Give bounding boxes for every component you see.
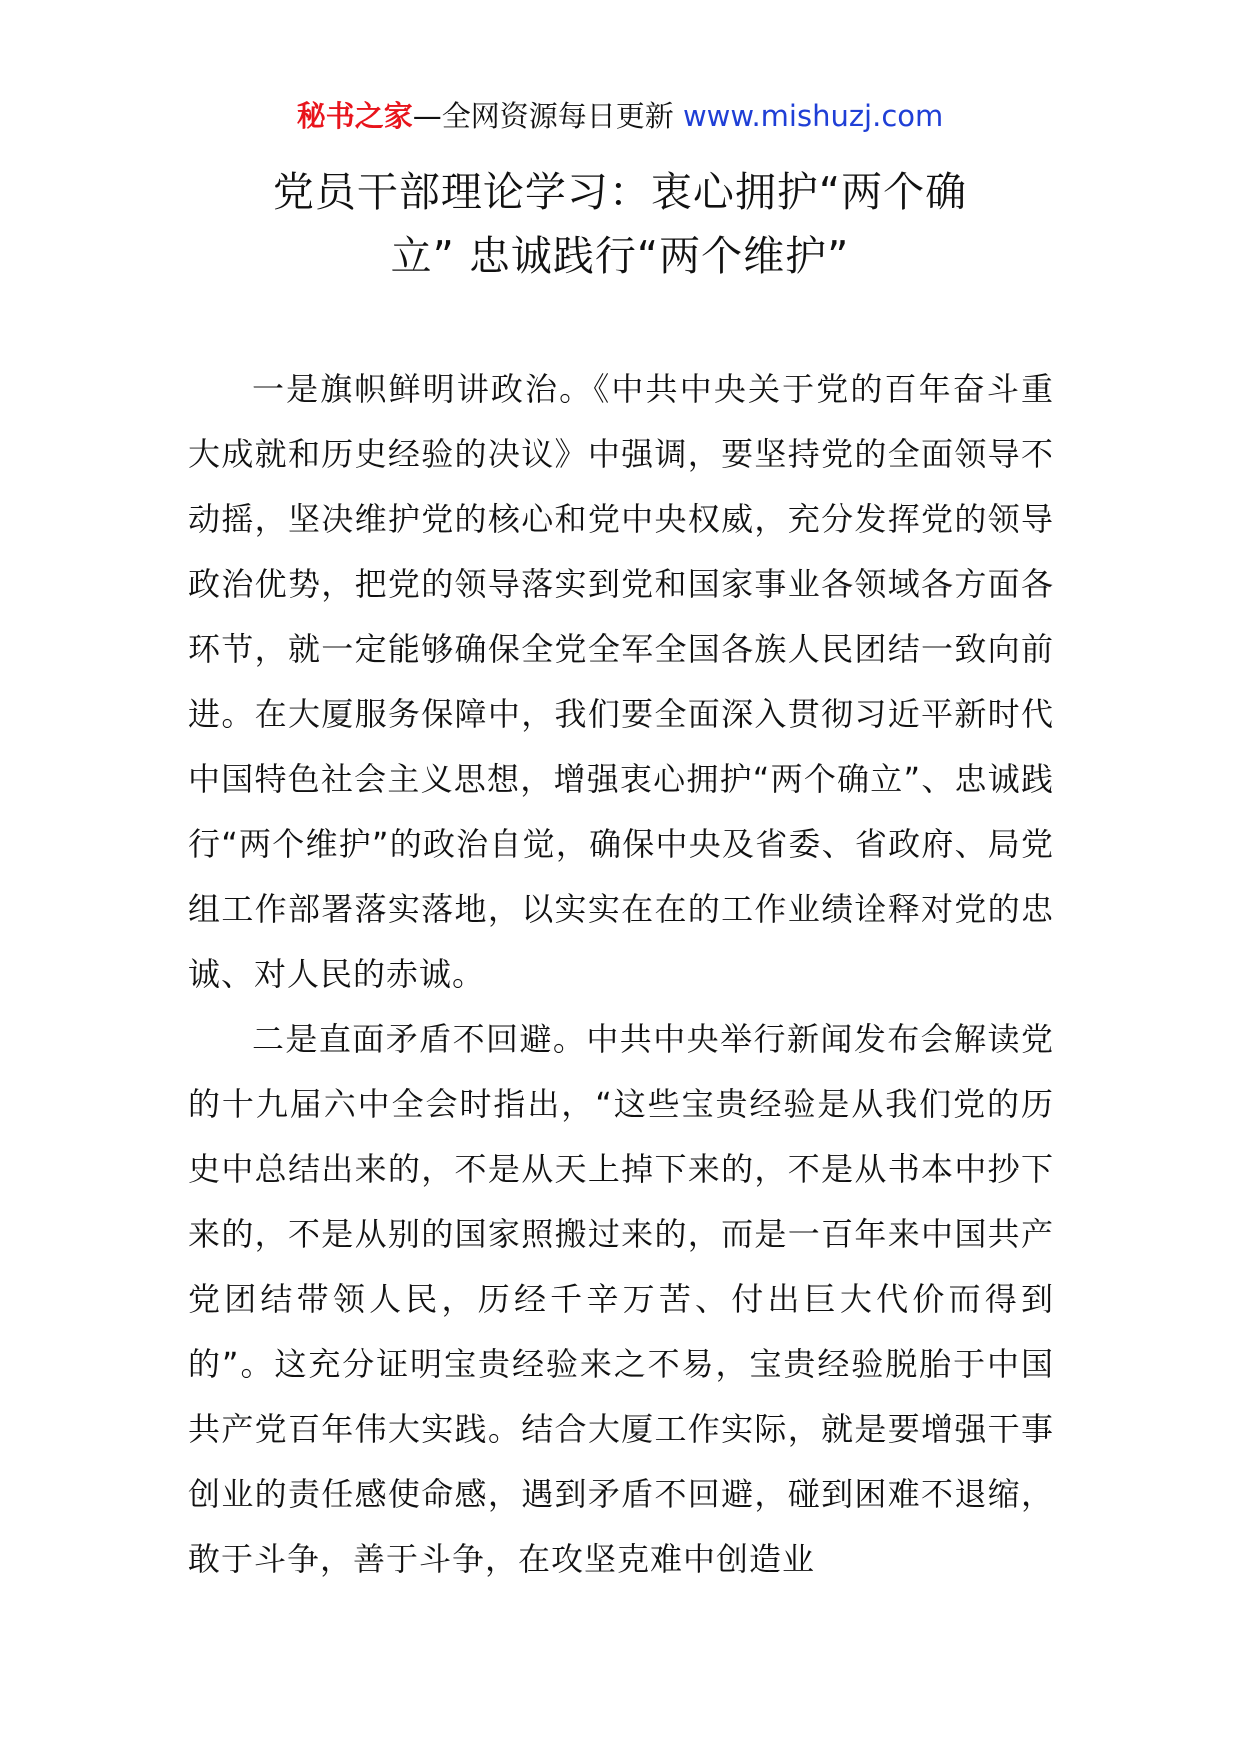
- document-title: [150, 160, 1090, 288]
- site-name: 秘书之家: [296, 99, 413, 133]
- site-slogan: —全网资源每日更新: [412, 99, 674, 133]
- document-body: [188, 357, 1054, 1592]
- title-line-2: 立” 忠诚践行“两个维护”: [390, 232, 850, 280]
- site-header: [0, 96, 1240, 136]
- title-line-1: 党员干部理论学习：衷心拥护“两个确: [272, 168, 968, 216]
- paragraph-1: 一是旗帜鲜明讲政治。《中共中央关于党的百年奋斗重大成就和历史经验的决议》中强调，要坚持党的全面领导不动摇，坚决维护党的核心和党中央权威，充分发挥党的领导政治优势，把党的领导落实到党和国家事业各领域各方面各环节，就一定能够确保全党全军全国各族人民团结一致向前进。在大厦服务保障中，我们要全面深入贯彻习近平新时代中国特色社会主义思想，增强衷心拥护“两个确立”、忠诚践行“两个维护”的政治自觉，确保中央及省委、省政府、局党组工作部署落实落地，以实实在在的工作业绩诠释对党的忠诚、对人民的赤诚。: [188, 370, 1054, 993]
- site-url-link[interactable]: www.mishuzj.com: [682, 99, 944, 133]
- paragraph-2: 二是直面矛盾不回避。中共中央举行新闻发布会解读党的十九届六中全会时指出，“这些宝贵经验是从我们党的历史中总结出来的，不是从天上掉下来的，不是从书本中抄下来的，不是从别的国家照搬过来的，而是一百年来中国共产党团结带领人民，历经千辛万苦、付出巨大代价而得到的”。这充分证明宝贵经验来之不易，宝贵经验脱胎于中国共产党百年伟大实践。结合大厦工作实际，就是要增强干事创业的责任感使命感，遇到矛盾不回避，碰到困难不退缩，敢于斗争，善于斗争，在攻坚克难中创造业: [188, 1020, 1054, 1578]
